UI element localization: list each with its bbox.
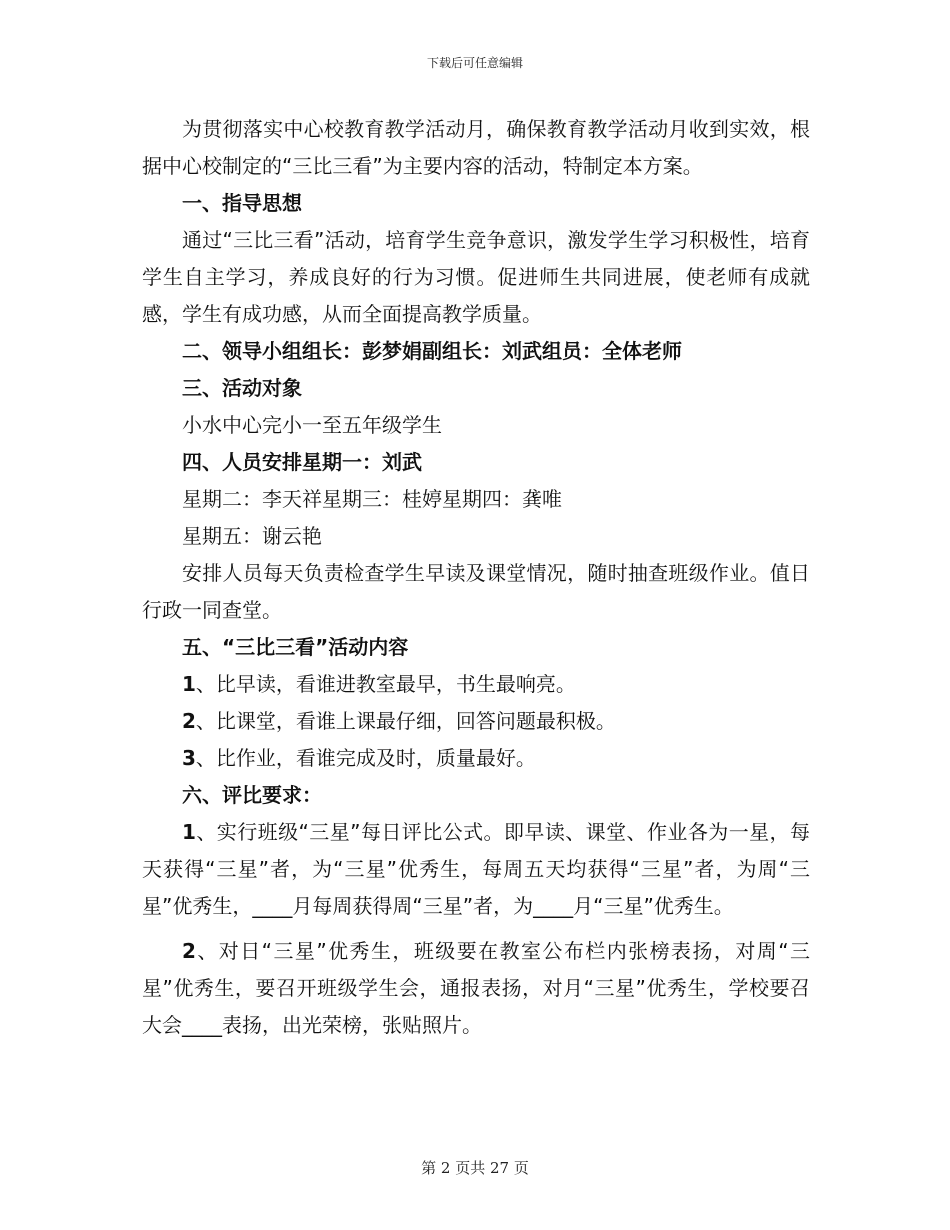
section5-heading: 五、“三比三看”活动内容 bbox=[182, 635, 409, 659]
section3-paragraph: 小水中心完小一至五年级学生 bbox=[182, 413, 442, 437]
item-text: 、比课堂，看谁上课最仔细，回答问题最积极。 bbox=[195, 709, 616, 733]
document-body bbox=[142, 111, 810, 1044]
section5-item-2 bbox=[142, 703, 810, 740]
item-number: 2 bbox=[182, 709, 196, 733]
item-text: 、比作业，看谁完成及时，质量最好。 bbox=[195, 746, 536, 770]
section2-heading: 二、领导小组组长：彭梦娟副组长：刘武组员：全体老师 bbox=[182, 339, 682, 363]
item-text: 、实行班级“三星”每日评比公式。即早读、课堂、作业各为一星，每天获得“三星”者，为“三星”优秀生，每周五天均获得“三星”者，为周“三星”优秀生，____月每周获得周“三星”者，为____月“三星”优秀生。 bbox=[142, 820, 810, 918]
item-number: 1 bbox=[182, 672, 196, 696]
section5-item-1 bbox=[142, 666, 810, 703]
page-footer: 第 2 页共 27 页 bbox=[421, 1159, 529, 1177]
section4-line1: 星期二：李天祥星期三：桂婷星期四：龚唯 bbox=[182, 487, 562, 511]
section3-heading: 三、活动对象 bbox=[182, 376, 302, 400]
item-number: 3 bbox=[182, 746, 196, 770]
section5-item-3 bbox=[142, 740, 810, 777]
item-number: 2 bbox=[182, 939, 196, 963]
section4-heading: 四、人员安排星期一：刘武 bbox=[182, 450, 422, 474]
item-number: 1 bbox=[182, 820, 196, 844]
section1-heading: 一、指导思想 bbox=[182, 191, 302, 215]
item-text: 、比早读，看谁进教室最早，书生最响亮。 bbox=[195, 672, 576, 696]
section6-item-2 bbox=[142, 933, 810, 1044]
item-text: 、对日“三星”优秀生，班级要在教室公布栏内张榜表扬，对周“三星”优秀生，要召开班级学生会，通报表扬，对月“三星”优秀生，学校要召大会____表扬，出光荣榜，张贴照片。 bbox=[142, 939, 810, 1037]
section6-item-1 bbox=[142, 814, 810, 925]
section1-paragraph: 通过“三比三看”活动，培育学生竞争意识，激发学生学习积极性，培育学生自主学习，养成良好的行为习惯。促进师生共同进展，使老师有成就感，学生有成功感，从而全面提高教学质量。 bbox=[142, 228, 810, 326]
intro-paragraph: 为贯彻落实中心校教育教学活动月，确保教育教学活动月收到实效，根据中心校制定的“三比三看”为主要内容的活动，特制定本方案。 bbox=[142, 117, 810, 178]
section4-line2: 星期五：谢云艳 bbox=[182, 524, 322, 548]
page-header: 下载后可任意编辑 bbox=[426, 56, 523, 70]
section4-paragraph: 安排人员每天负责检查学生早读及课堂情况，随时抽查班级作业。值日行政一同查堂。 bbox=[142, 561, 810, 622]
section6-heading: 六、评比要求： bbox=[182, 783, 322, 807]
